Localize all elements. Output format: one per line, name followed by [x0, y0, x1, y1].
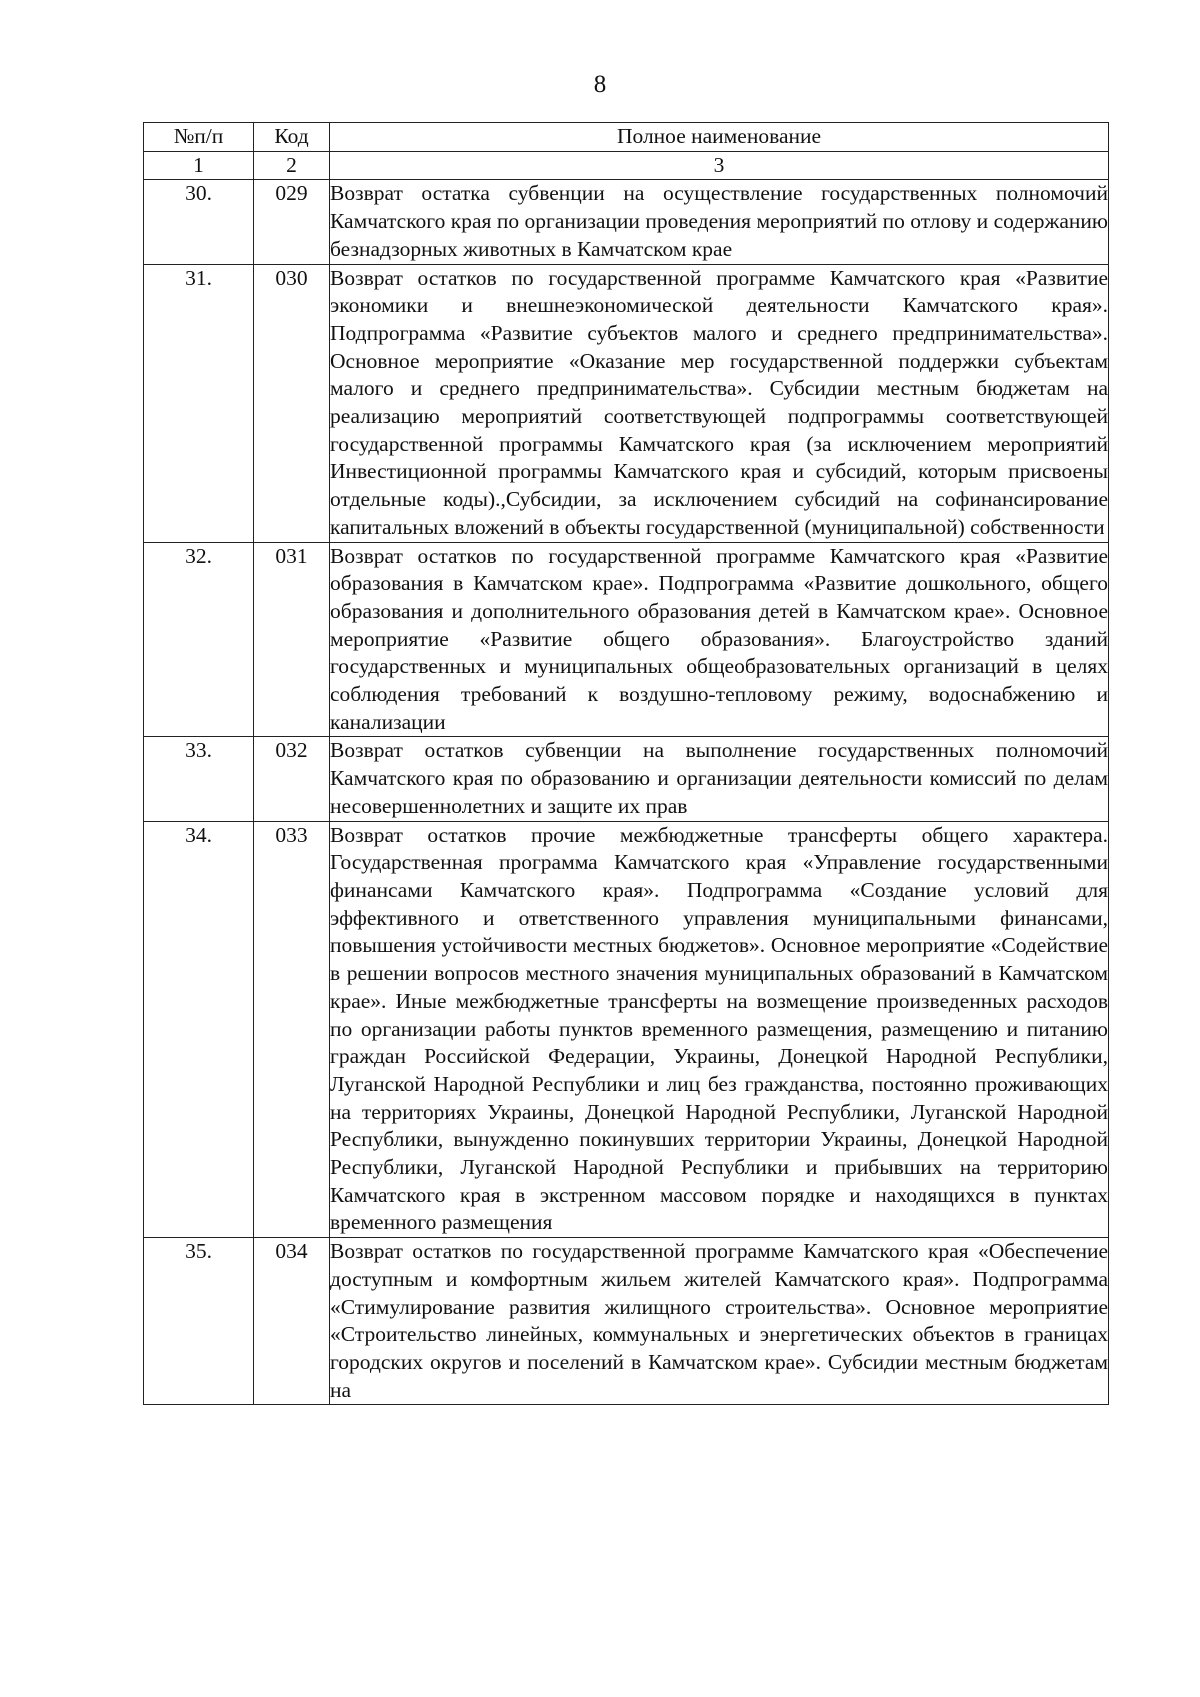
table-row [144, 542, 1109, 737]
page-number: 8 [593, 71, 607, 98]
column-number-1: 1 [144, 151, 254, 180]
column-number-2: 2 [254, 151, 330, 180]
column-numbers-row [144, 151, 1109, 180]
table-row [144, 821, 1109, 1238]
header-number: №п/п [144, 123, 254, 152]
row-full-name: Возврат остатков по государственной программе Камчатского края «Обеспечение доступным и комфортным жильем жителей Камчатского края». Подпрограмма «Стимулирование развития жилищного строительства». Основное мероприятие «Строительство линейных, коммунальных и энергетических объектов в границах городских округов и поселений в Камчатском крае». Субсидии местным бюджетам на [330, 1238, 1109, 1405]
header-code: Код [254, 123, 330, 152]
table-row [144, 180, 1109, 264]
table-header-row [144, 123, 1109, 152]
row-code: 029 [254, 180, 330, 264]
row-full-name: Возврат остатков прочие межбюджетные трансферты общего характера. Государственная программа Камчатского края «Управление государственными финансами Камчатского края». Подпрограмма «Создание условий для эффективного и ответственного управления муниципальными финансами, повышения устойчивости местных бюджетов». Основное мероприятие «Содействие в решении вопросов местного значения муниципальных образований в Камчатском крае». Иные межбюджетные трансферты на возмещение произведенных расходов по организации работы пунктов временного размещения, размещению и питанию граждан Российской Федерации, Украины, Донецкой Народной Республики, Луганской Народной Республики и лиц без гражданства, постоянно проживающих на территориях Украины, Донецкой Народной Республики, Луганской Народной Республики, вынужденно покинувших территории Украины, Донецкой Народной Республики, Луганской Народной Республики и прибывших на территорию Камчатского края в экстренном массовом порядке и находящихся в пунктах временного размещения [330, 821, 1109, 1238]
column-number-3: 3 [330, 151, 1109, 180]
header-full-name: Полное наименование [330, 123, 1109, 152]
row-number: 31. [144, 264, 254, 542]
row-full-name: Возврат остатков по государственной программе Камчатского края «Развитие образования в Камчатском крае». Подпрограмма «Развитие дошкольного, общего образования и дополнительного образования детей в Камчатском крае». Основное мероприятие «Развитие общего образования». Благоустройство зданий государственных и муниципальных общеобразовательных организаций в целях соблюдения требований к воздушно-тепловому режиму, водоснабжению и канализации [330, 542, 1109, 737]
row-code: 033 [254, 821, 330, 1238]
budget-codes-table [143, 122, 1109, 1405]
table-row [144, 1238, 1109, 1405]
row-code: 031 [254, 542, 330, 737]
row-number: 30. [144, 180, 254, 264]
row-code: 032 [254, 737, 330, 821]
row-code: 030 [254, 264, 330, 542]
row-full-name: Возврат остатков субвенции на выполнение государственных полномочий Камчатского края по образованию и организации деятельности комиссий по делам несовершеннолетних и защите их прав [330, 737, 1109, 821]
row-code: 034 [254, 1238, 330, 1405]
row-number: 32. [144, 542, 254, 737]
table-row [144, 737, 1109, 821]
table-row [144, 264, 1109, 542]
row-number: 34. [144, 821, 254, 1238]
row-number: 35. [144, 1238, 254, 1405]
row-full-name: Возврат остатков по государственной программе Камчатского края «Развитие экономики и внешнеэкономической деятельности Камчатского края». Подпрограмма «Развитие субъектов малого и среднего предпринимательства». Основное мероприятие «Оказание мер государственной поддержки субъектам малого и среднего предпринимательства». Субсидии местным бюджетам на реализацию мероприятий соответствующей подпрограммы соответствующей государственной программы Камчатского края (за исключением мероприятий Инвестиционной программы Камчатского края и субсидий, которым присвоены отдельные коды).,Субсидии, за исключением субсидий на софинансирование капитальных вложений в объекты государственной (муниципальной) собственности [330, 264, 1109, 542]
row-number: 33. [144, 737, 254, 821]
row-full-name: Возврат остатка субвенции на осуществление государственных полномочий Камчатского края по организации проведения мероприятий по отлову и содержанию безнадзорных животных в Камчатском крае [330, 180, 1109, 264]
